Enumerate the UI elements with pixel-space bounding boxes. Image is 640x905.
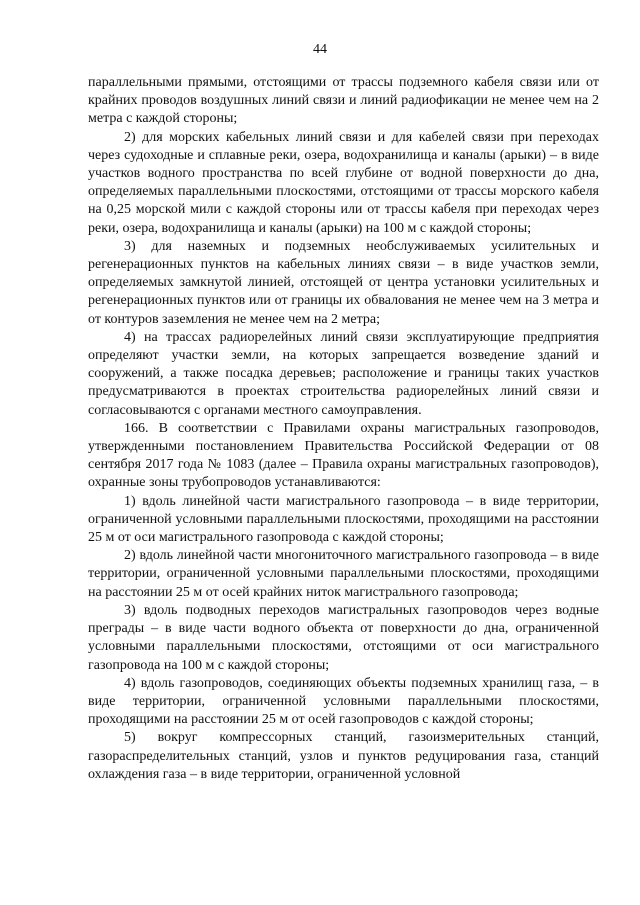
paragraph: 4) на трассах радиорелейных линий связи эксплуатирующие предприятия определяют участки земли, на которых запрещается возведение зданий и сооружений, а также посадка деревьев; расположение и границы таких участков предусматриваются в проектах строительства радиорелейных линий связи и согласовываются с органами местного самоуправления. xyxy=(88,329,599,418)
paragraph: параллельными прямыми, отстоящими от трассы подземного кабеля связи или от крайних проводов воздушных линий связи и линий радиофикации не менее чем на 2 метра с каждой стороны; xyxy=(88,75,599,127)
paragraph: 2) для морских кабельных линий связи и для кабелей связи при переходах через судоходные и сплавные реки, озера, водохранилища и каналы (арыки) – в виде участков водного пространства по всей глубине от водной поверхности до дна, определяемых параллельными плоскостями, отстоящими от трассы морского кабеля на 0,25 морской мили с каждой стороны или от трассы кабеля при переходах через реки, озера, водохранилища и каналы (арыки) на 100 м с каждой стороны; xyxy=(88,129,599,236)
paragraph: 2) вдоль линейной части многониточного магистрального газопровода – в виде территории, ограниченной условными параллельными плоскостями, проходящими на расстоянии 25 м от осей крайних ниток магистрального газопровода; xyxy=(88,548,599,600)
paragraph: 4) вдоль газопроводов, соединяющих объекты подземных хранилищ газа, – в виде территории, ограниченной условными параллельными плоскостями, проходящими на расстоянии 25 м от осей газопроводов с каждой стороны; xyxy=(88,675,599,728)
paragraph: 3) для наземных и подземных необслуживаемых усилительных и регенерационных пунктов на кабельных линиях связи – в виде участков земли, определяемых замкнутой линией, отстоящей от центра установки усилительных и регенерационных пунктов или от границы их обвалования не менее чем на 3 метра и от контуров заземления не менее чем на 2 метра; xyxy=(88,238,599,327)
page-number: 44 xyxy=(313,42,327,57)
paragraph: 1) вдоль линейной части магистрального газопровода – в виде территории, ограниченной условными параллельными плоскостями, проходящими на расстоянии 25 м от оси магистрального газопровода с каждой стороны; xyxy=(88,493,599,546)
paragraph: 5) вокруг компрессорных станций, газоизмерительных станций, газораспределительных станций, узлов и пунктов редуцирования газа, станций охлаждения газа – в виде территории, ограниченной условной xyxy=(88,730,599,782)
paragraph: 3) вдоль подводных переходов магистральных газопроводов через водные преграды – в виде части водного объекта от поверхности до дна, ограниченной условными параллельными плоскостями, отстоящими от оси магистрального газопровода на 100 м с каждой стороны; xyxy=(88,602,599,673)
paragraph: 166. В соответствии с Правилами охраны магистральных газопроводов, утвержденными постановлением Правительства Российской Федерации от 08 сентября 2017 года № 1083 (далее – Правила охраны магистральных газопроводов), охранные зоны трубопроводов устанавливаются: xyxy=(88,420,599,491)
body-text xyxy=(88,74,599,784)
